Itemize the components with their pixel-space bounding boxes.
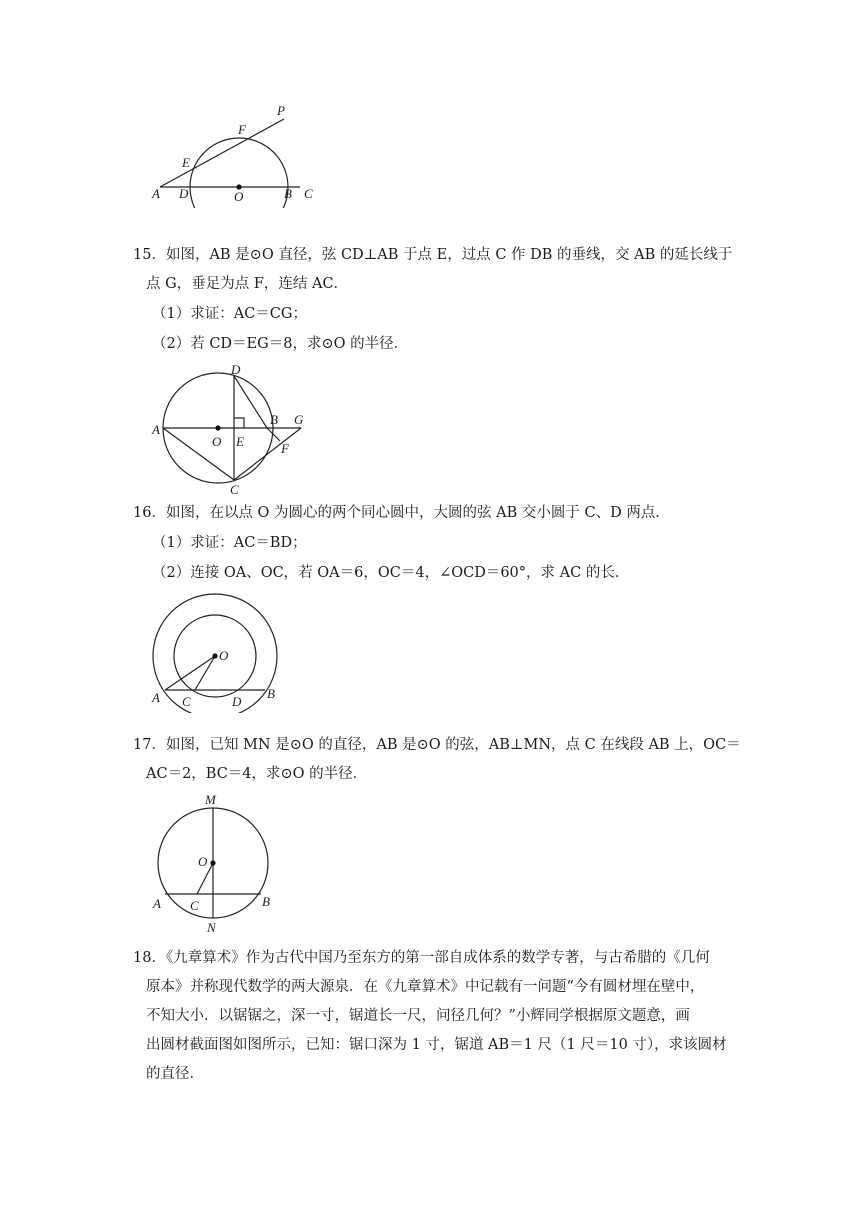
fig17-label-b: B bbox=[262, 894, 270, 909]
fig14-label-b: B bbox=[284, 186, 292, 201]
q18-text-line1: 18．《九章算术》作为古代中国乃至东方的第一部自成体系的数学专著，与古希腊的《几何 bbox=[133, 950, 710, 966]
q16-part1: （1）求证：AC＝BD； bbox=[152, 535, 307, 551]
fig15-label-a: A bbox=[152, 422, 160, 437]
fig16-segment-oc bbox=[195, 656, 215, 690]
q15-text-line2: 点 G，垂足为点 F，连结 AC． bbox=[146, 276, 349, 292]
fig15-label-e: E bbox=[236, 434, 244, 449]
fig17-label-n: N bbox=[207, 920, 216, 935]
fig14-label-p: P bbox=[277, 103, 285, 118]
fig15-line-ac bbox=[163, 428, 234, 480]
fig14-label-d: D bbox=[179, 186, 189, 201]
fig14-label-o: O bbox=[234, 189, 244, 204]
fig17-label-a: A bbox=[153, 896, 161, 911]
figure-q17-diagram bbox=[145, 790, 280, 935]
fig15-right-angle-mark bbox=[234, 418, 244, 428]
fig16-segment-oa bbox=[165, 656, 215, 690]
fig15-label-g: G bbox=[294, 412, 304, 427]
q18-text-line3: 不知大小．以锯锯之，深一寸，锯道长一尺，问径几何？”小辉同学根据原文题意，画 bbox=[146, 1008, 690, 1024]
figure-q15-diagram bbox=[145, 358, 320, 498]
figure-q14-diagram bbox=[145, 98, 330, 208]
q16-text-line1: 16．如图，在以点 O 为圆心的两个同心圆中，大圆的弦 AB 交小圆于 C、D 两点． bbox=[133, 505, 670, 521]
fig14-line-ap bbox=[160, 119, 284, 187]
fig15-label-b: B bbox=[270, 412, 278, 427]
q15-part2: （2）若 CD＝EG＝8，求⊙O 的半径． bbox=[152, 336, 409, 352]
fig15-line-cg bbox=[234, 428, 301, 480]
fig17-label-m: M bbox=[205, 792, 216, 807]
q17-text-line1: 17．如图，已知 MN 是⊙O 的直径，AB 是⊙O 的弦，AB⊥MN，点 C 在线段 AB 上，OC＝ bbox=[133, 737, 741, 753]
q18-text-line4: 出圆材截面图如图所示，已知：锯口深为 1 寸，锯道 AB＝1 尺（1 尺＝10 寸），求该圆材 bbox=[146, 1037, 727, 1053]
fig14-label-a: A bbox=[152, 186, 160, 201]
fig17-center-dot bbox=[210, 860, 215, 865]
fig16-label-c: C bbox=[182, 694, 191, 709]
fig17-label-o: O bbox=[198, 854, 208, 869]
fig16-label-o: O bbox=[219, 648, 229, 663]
fig15-label-d: D bbox=[231, 362, 241, 377]
q17-text-line2: AC＝2，BC＝4，求⊙O 的半径． bbox=[146, 766, 368, 782]
q15-part1: （1）求证：AC＝CG； bbox=[152, 306, 307, 322]
fig16-label-a: A bbox=[152, 690, 160, 705]
fig14-label-f: F bbox=[238, 122, 246, 137]
q15-text-line1: 15．如图，AB 是⊙O 直径，弦 CD⊥AB 于点 E，过点 C 作 DB 的垂线，交 AB 的延长线于 bbox=[133, 247, 733, 263]
q16-part2: （2）连接 OA、OC，若 OA＝6，OC＝4，∠OCD＝60°，求 AC 的长． bbox=[152, 565, 630, 581]
fig16-label-b: B bbox=[267, 686, 275, 701]
q18-text-line2: 原本》并称现代数学的两大源泉．在《九章算术》中记载有一问题“今有圆材埋在壁中， bbox=[146, 979, 705, 995]
fig15-label-f: F bbox=[281, 441, 289, 456]
fig16-label-d: D bbox=[232, 694, 242, 709]
fig16-center-dot bbox=[212, 653, 217, 658]
fig17-label-c: C bbox=[190, 898, 199, 913]
fig15-label-o: O bbox=[212, 434, 222, 449]
figure-q16-diagram bbox=[145, 593, 290, 713]
fig14-label-e: E bbox=[182, 155, 190, 170]
fig15-center-dot bbox=[215, 425, 220, 430]
fig14-label-c: C bbox=[304, 186, 313, 201]
q18-text-line5: 的直径． bbox=[146, 1066, 204, 1082]
fig15-label-c: C bbox=[230, 482, 239, 497]
